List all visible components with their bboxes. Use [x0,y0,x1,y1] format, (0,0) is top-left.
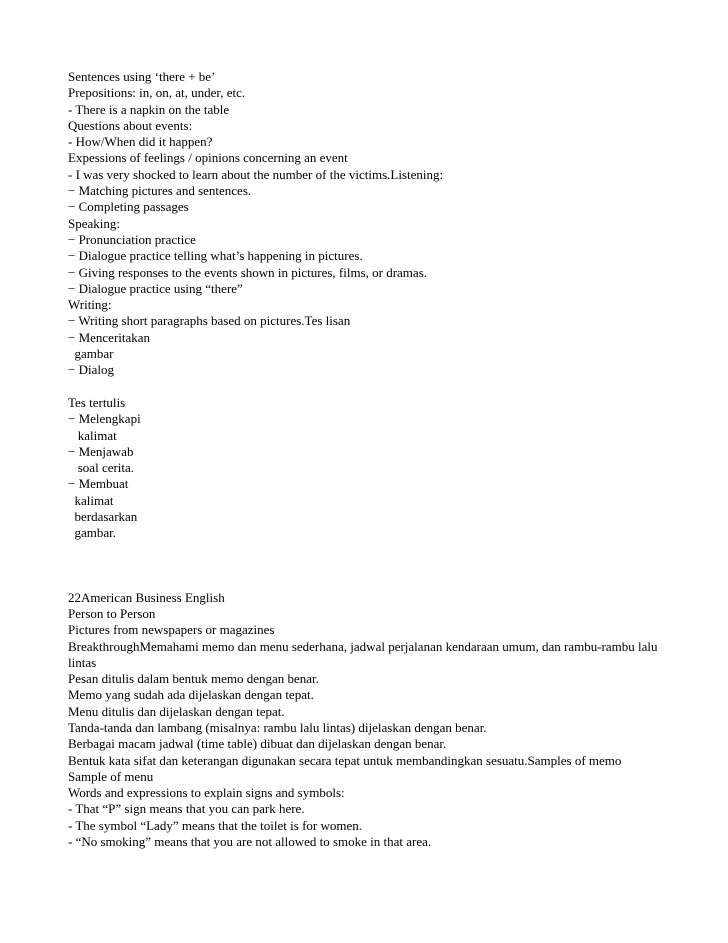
text-line: Expessions of feelings / opinions concerning an event [68,150,348,166]
text-line: Bentuk kata sifat dan keterangan digunakan secara tepat untuk membandingkan sesuatu.Samples of memo [68,752,622,768]
text-line: gambar [68,346,114,362]
text-line: − Dialogue practice telling what’s happening in pictures. [68,248,363,264]
text-line: Writing: [68,297,112,313]
text-line: - I was very shocked to learn about the number of the victims.Listening: [68,166,444,182]
text-line: BreakthroughMemahami memo dan menu sederhana, jadwal perjalanan kendaraan umum, dan rambu-rambu lalu lintas [68,638,658,670]
text-line: − Membuat [68,476,129,492]
text-line: − Menjawab [68,443,134,459]
text-line: Sample of menu [68,768,154,784]
text-line: - How/When did it happen? [68,134,213,150]
text-line: Questions about events: [68,117,193,133]
text-line: kalimat [68,427,117,443]
text-line: - There is a napkin on the table [68,101,230,117]
text-line: Speaking: [68,215,120,231]
text-line: 22American Business English [68,589,225,605]
text-line: Sentences using ‘there + be’ [68,69,216,84]
text-line: Memo yang sudah ada dijelaskan dengan tepat. [68,687,314,703]
text-line: Menu ditulis dan dijelaskan dengan tepat. [68,703,285,719]
blank-line [68,379,668,395]
text-line: Tanda-tanda dan lambang (misalnya: rambu lalu lintas) dijelaskan dengan benar. [68,719,487,735]
text-line: − Pronunciation practice [68,231,196,247]
text-line: − Dialog [68,362,114,378]
text-line: Person to Person [68,605,156,621]
text-line: − Menceritakan [68,329,151,345]
text-line: Words and expressions to explain signs and symbols: [68,785,345,801]
text-line: Pictures from newspapers or magazines [68,622,275,638]
section-american-business-english [68,590,668,851]
text-line: − Giving responses to the events shown in pictures, films, or dramas. [68,264,427,280]
text-line: − Dialogue practice using “there” [68,280,243,296]
text-line: − Completing passages [68,199,189,215]
text-line: gambar. [68,525,117,541]
text-line: Berbagai macam jadwal (time table) dibuat dan dijelaskan dengan benar. [68,736,447,752]
text-line: berdasarkan [68,509,138,525]
text-line: kalimat [68,492,114,508]
section-there-be-activities [68,69,668,379]
text-line: − Matching pictures and sentences. [68,183,252,199]
text-line: - That “P” sign means that you can park here. [68,801,305,817]
text-line: Tes tertulis [68,394,126,410]
text-line: − Melengkapi [68,411,141,427]
document-body [68,69,668,850]
text-line: - The symbol “Lady” means that the toilet is for women. [68,817,362,833]
text-line: − Writing short paragraphs based on pictures.Tes lisan [68,313,351,329]
text-line: Prepositions: in, on, at, under, etc. [68,85,246,101]
section-spacer [68,542,668,590]
section-written-test [68,395,668,542]
text-line: Pesan ditulis dalam bentuk memo dengan benar. [68,671,319,687]
text-line: soal cerita. [68,460,135,476]
text-line: - “No smoking” means that you are not allowed to smoke in that area. [68,834,432,850]
